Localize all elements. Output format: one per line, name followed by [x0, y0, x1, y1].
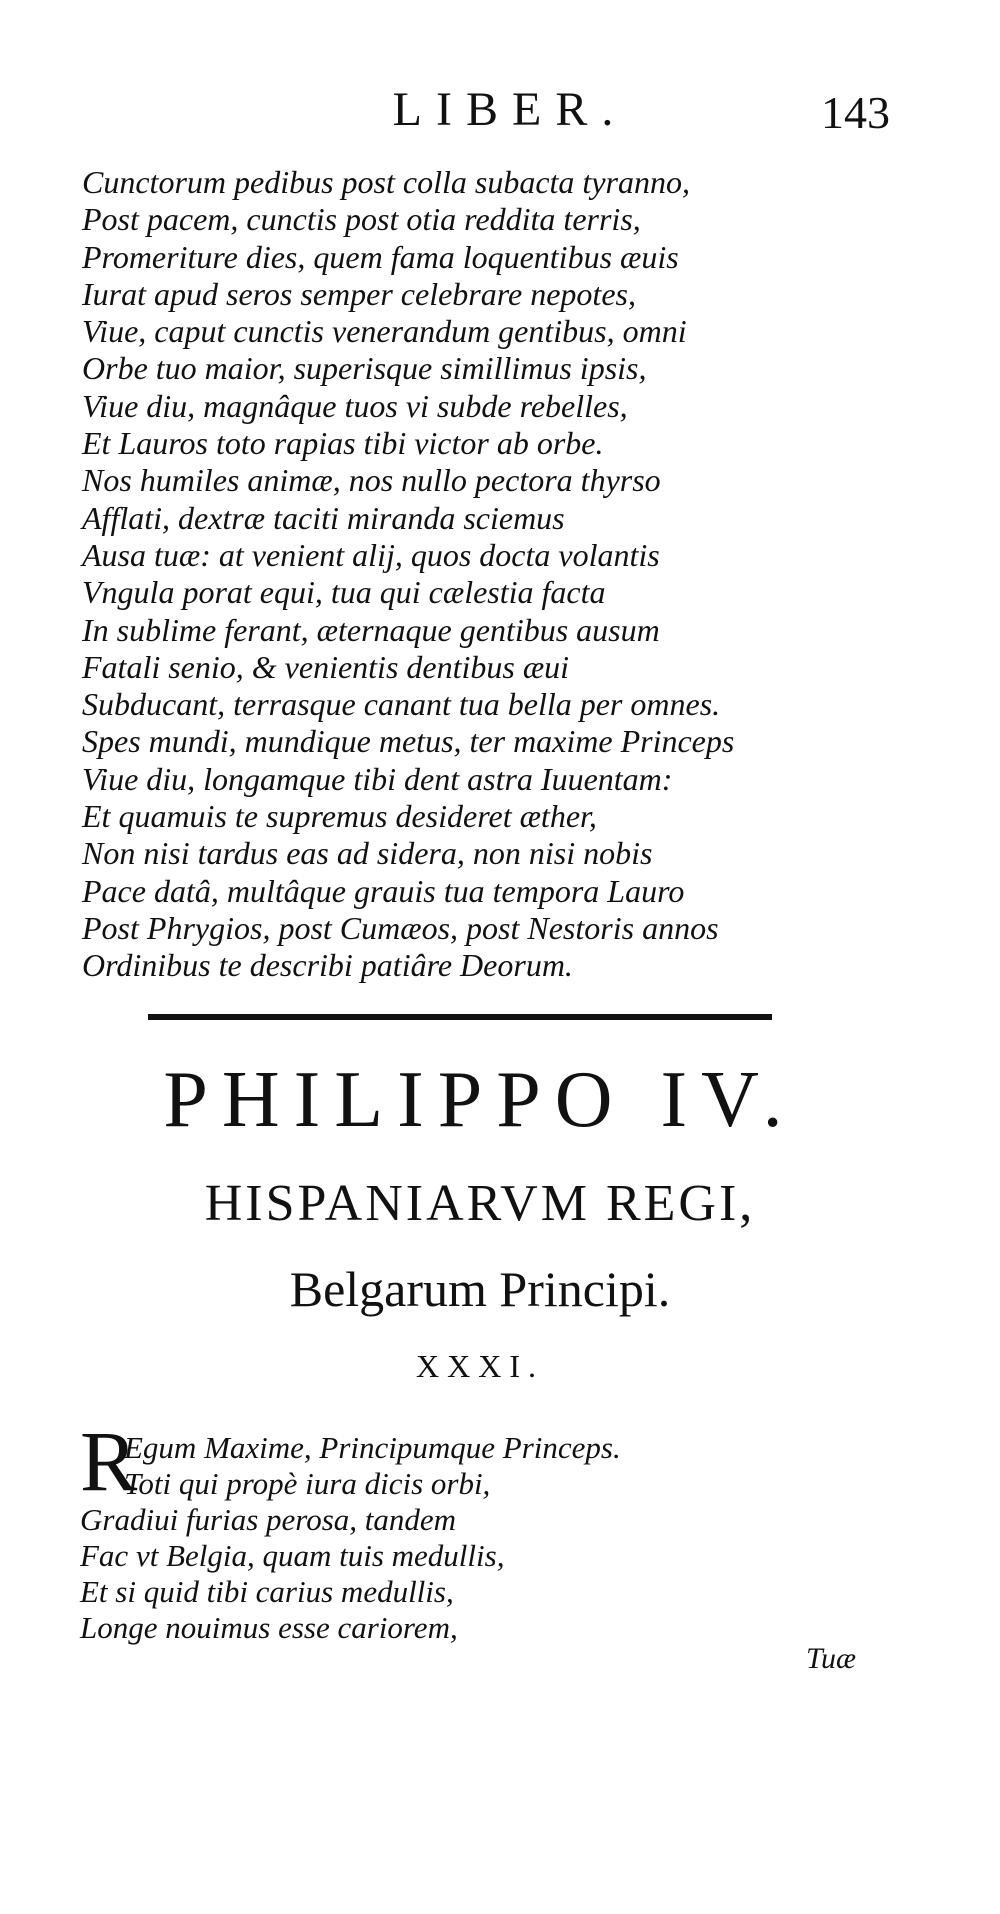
poem-line: Egum Maxime, Principumque Princeps.: [124, 1430, 621, 1465]
catchword: Tuæ: [806, 1642, 857, 1675]
poem-line: Et si quid tibi carius medullis,: [80, 1574, 454, 1609]
page-number: 143: [821, 87, 890, 138]
verse-line: Viue diu, magnâque tuos vi subde rebelles,: [82, 387, 628, 424]
poem-line: Gradiui furias perosa, tandem: [80, 1502, 457, 1537]
running-title: LIBER.: [392, 83, 628, 136]
poem-line: Longe nouimus esse cariorem,: [80, 1610, 458, 1645]
verse-line: Vngula porat equi, tua qui cælestia facta: [82, 574, 606, 611]
dedication-subtitle: HISPANIARVM REGI,: [204, 1175, 756, 1232]
verse-line: Pace datâ, multâque grauis tua tempora Lauro: [82, 872, 685, 909]
verse-line: Subducant, terrasque canant tua bella per omnes.: [82, 686, 721, 723]
verse-block: [82, 164, 882, 985]
verse-line: Et Lauros toto rapias tibi victor ab orbe.: [82, 425, 604, 462]
verse-line: Viue diu, longamque tibi dent astra Iuuentam:: [82, 760, 673, 797]
verse-line: In sublime ferant, æternaque gentibus ausum: [82, 611, 660, 648]
verse-line: Spes mundi, mundique metus, ter maxime Princeps: [82, 723, 735, 760]
verse-line: Afflati, dextræ taciti miranda sciemus: [82, 499, 565, 536]
drop-cap: R: [80, 1413, 138, 1509]
verse-line: Ordinibus te describi patiâre Deorum.: [82, 947, 573, 984]
section-divider: [148, 1014, 772, 1020]
verse-line: Nos humiles animæ, nos nullo pectora thyrso: [82, 462, 661, 499]
verse-line: Post pacem, cunctis post otia reddita terris,: [82, 201, 641, 238]
poem-line: Toti qui propè iura dicis orbi,: [124, 1466, 491, 1501]
verse-line: Post Phrygios, post Cumæos, post Nestoris annos: [82, 909, 719, 946]
verse-line: Promeriture dies, quem fama loquentibus æuis: [82, 238, 679, 275]
poem-number: XXXI.: [416, 1348, 544, 1384]
verse-line: Fatali senio, & venientis dentibus æui: [82, 648, 570, 685]
dedication-title: PHILIPPO IV.: [163, 1056, 797, 1144]
poem-block: [80, 1430, 780, 1646]
dedication-line: Belgarum Principi.: [289, 1261, 671, 1317]
verse-line: Orbe tuo maior, superisque simillimus ipsis,: [82, 350, 647, 387]
verse-line: Non nisi tardus eas ad sidera, non nisi nobis: [82, 835, 653, 872]
verse-line: Iurat apud seros semper celebrare nepotes,: [82, 275, 636, 312]
verse-line: Viue, caput cunctis venerandum gentibus, omni: [82, 313, 687, 350]
verse-line: Et quamuis te supremus desideret æther,: [82, 798, 597, 835]
verse-line: Cunctorum pedibus post colla subacta tyranno,: [82, 164, 690, 200]
verse-line: Ausa tuæ: at venient alij, quos docta volantis: [82, 536, 660, 573]
poem-line: Fac vt Belgia, quam tuis medullis,: [80, 1538, 505, 1573]
